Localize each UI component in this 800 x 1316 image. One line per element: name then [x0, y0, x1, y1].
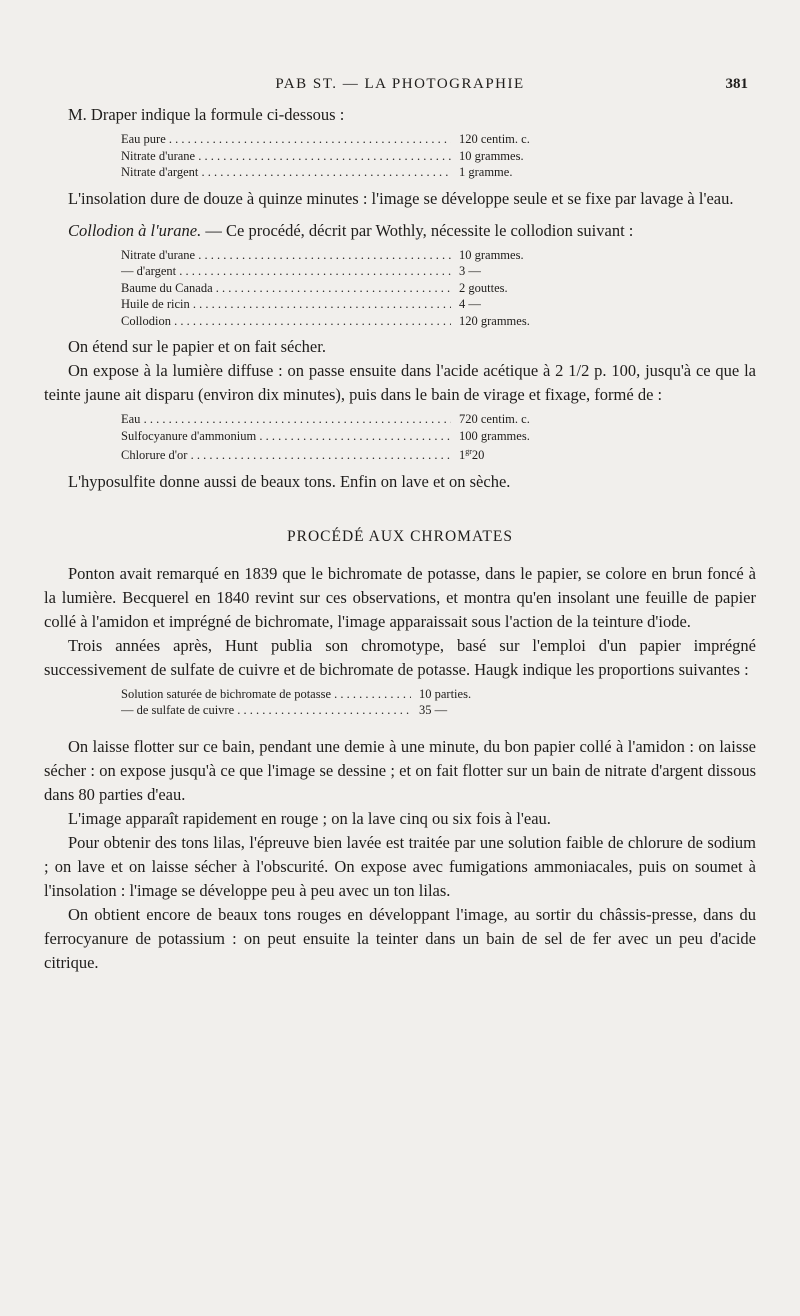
paragraph-ferrocyanure: On obtient encore de beaux tons rouges en développant l'image, au sortir du châssis-presse, dans du ferrocyanure de potassium : on peut ensuite la teinter dans un bain de sel de fer avec un peu d'acide citrique. — [44, 904, 756, 972]
ingredient-quantity: 4 — — [459, 297, 481, 311]
paragraph-collodion — [44, 219, 756, 243]
paragraph-draper: M. Draper indique la formule ci-dessous : — [68, 105, 345, 124]
formula-row — [121, 263, 756, 280]
ingredient-name: Sulfocyanure d'ammonium . . . — [121, 428, 451, 445]
ingredient-name: Baume du Canada . . . — [121, 280, 451, 297]
ingredient-name: Nitrate d'argent . . . — [121, 164, 451, 181]
paragraph-flotter: On laisse flotter sur ce bain, pendant une demie à une minute, du bon papier collé à l'amidon : on laisse sécher : on expose jusqu'à ce que l'image se dessine ; et on fait flotter sur un bain de nitrate d'argent dissous dans 80 parties d'eau. — [44, 736, 756, 804]
ingredient-quantity: 100 grammes. — [459, 428, 530, 443]
formula-row — [121, 247, 756, 264]
paragraph-lilas: Pour obtenir des tons lilas, l'épreuve bien lavée est traitée par une solution faible de chlorure de sodium ; on lave et on laisse sécher à l'obscurité. On expose avec fumigations ammoniacales, puis on soumet à l'insolation : l'image se développe peu à peu avec un ton lilas. — [44, 832, 756, 900]
ingredient-name: Collodion . . . — [121, 313, 451, 330]
running-head: PAB ST. — LA PHOTOGRAPHIE — [275, 76, 525, 92]
formula-row — [121, 131, 756, 148]
page-body — [44, 103, 756, 975]
run-in-title: Collodion à l'urane. — [68, 220, 202, 240]
ingredient-name: Eau pure . . . — [121, 131, 451, 148]
ingredient-name: Eau . . . — [121, 411, 451, 428]
ingredient-quantity — [451, 444, 609, 464]
quantity-unit: gr — [465, 447, 472, 456]
formula-row — [121, 148, 756, 165]
ingredient-quantity: 10 parties. — [419, 686, 472, 701]
ingredient-name: Nitrate d'urane . . . — [121, 148, 451, 165]
paragraph-ponton: Ponton avait remarqué en 1839 que le bichromate de potasse, dans le papier, se colore en brun foncé à la lumière. Becquerel en 1840 revint sur ces observations, et montra qu'en insolant une feuille de papier collé à l'amidon et imprégné de bichromate, l'image apparaissait sous l'action de la teinture d'iode. — [44, 563, 756, 631]
formula-row — [121, 280, 756, 297]
formula-row — [121, 702, 756, 719]
ingredient-quantity: 35 — — [419, 703, 448, 718]
ingredient-quantity: 3 — — [459, 264, 481, 278]
paragraph-hyposulfite: L'hyposulfite donne aussi de beaux tons. Enfin on lave et on sèche. — [68, 471, 511, 491]
formula-row — [121, 313, 756, 330]
ingredient-name: Huile de ricin . . . — [121, 296, 451, 313]
paragraph-rouge: L'image apparaît rapidement en rouge ; on la lave cinq ou six fois à l'eau. — [68, 808, 551, 828]
paragraph-text: — Ce procédé, décrit par Wothly, nécessite le collodion suivant : — [201, 220, 634, 240]
paragraph-hunt: Trois années après, Hunt publia son chromotype, basé sur l'emploi d'un papier imprégné successivement de sulfate de cuivre et de bichromate de potasse. Haugk indique les proportions suivantes : — [44, 635, 756, 679]
formula-row — [121, 428, 756, 445]
page-header — [0, 76, 800, 100]
formula-row — [121, 164, 756, 181]
paragraph-etend: On étend sur le papier et on fait sécher. — [68, 337, 326, 356]
ingredient-name: — d'argent . . . — [121, 263, 451, 280]
formula-draper — [44, 131, 756, 181]
ingredient-name: Solution saturée de bichromate de potasse . . . — [121, 686, 411, 703]
formula-row — [121, 444, 756, 464]
formula-row — [121, 411, 756, 428]
ingredient-quantity: 720 centim. c. — [459, 412, 530, 426]
ingredient-quantity: 120 grammes. — [459, 313, 530, 328]
ingredient-name: Nitrate d'urane . . . — [121, 247, 451, 264]
ingredient-name: — de sulfate de cuivre . . . — [121, 702, 411, 719]
formula-virage — [44, 411, 756, 464]
paragraph-insolation: L'insolation dure de douze à quinze minutes : l'image se développe seule et se fixe par lavage à l'eau. — [68, 188, 734, 208]
ingredient-quantity: 120 centim. c. — [459, 132, 530, 146]
ingredient-name: Chlorure d'or . . . — [121, 447, 451, 464]
formula-collodion — [44, 247, 756, 330]
paragraph-expose: On expose à la lumière diffuse : on passe ensuite dans l'acide acétique à 2 1/2 p. 100, jusqu'à ce que la teinte jaune ait disparu (environ dix minutes), puis dans le bain de virage et fixage, formé de : — [44, 361, 756, 404]
ingredient-quantity: 10 grammes. — [459, 247, 524, 262]
quantity-tail: 20 — [471, 448, 485, 463]
formula-haugk — [44, 686, 756, 719]
formula-row — [121, 296, 756, 313]
ingredient-quantity: 1 gramme. — [459, 165, 513, 179]
ingredient-quantity: 2 gouttes. — [459, 280, 508, 295]
ingredient-quantity: 10 grammes. — [459, 148, 524, 163]
section-title: PROCÉDÉ AUX CHROMATES — [287, 527, 513, 545]
formula-row — [121, 686, 756, 703]
quantity-main: 1 — [459, 448, 466, 463]
page-number: 381 — [725, 76, 748, 92]
